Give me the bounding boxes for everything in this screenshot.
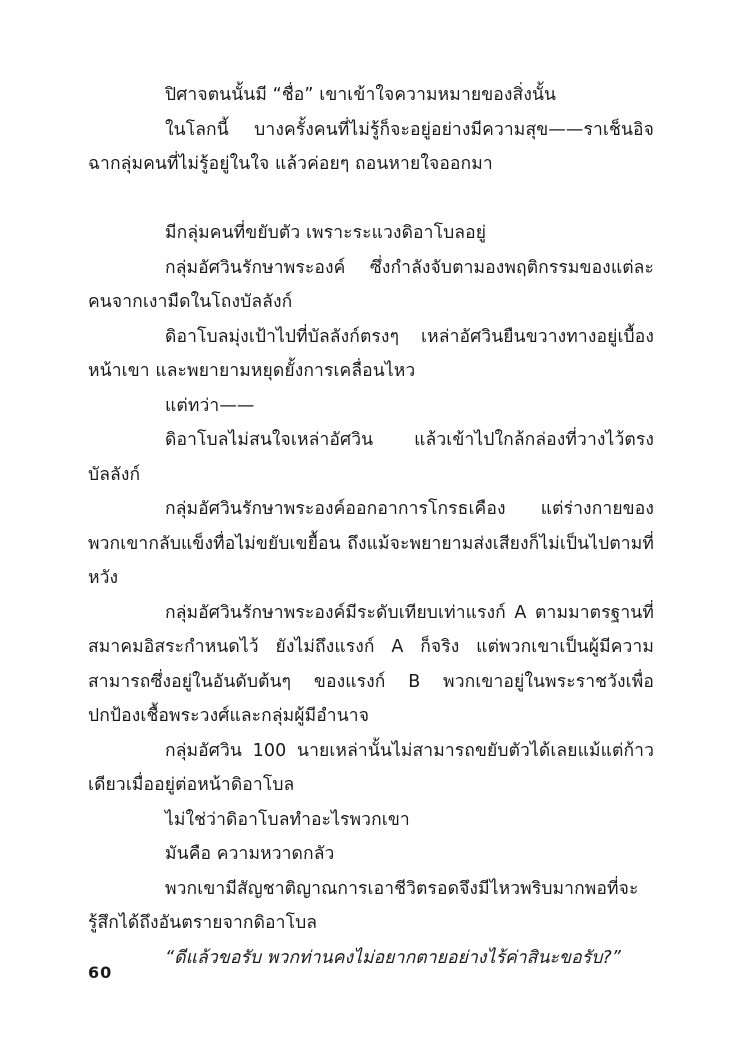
paragraph: แต่ทว่า—— (165, 395, 255, 416)
paragraph: กลุ่มอัศวินรักษาพระองค์มีระดับเทียบเท่าแรงก์ A ตามมาตรฐานที่สมาคมอิสระกำหนดไว้ ยังไม่ถึงแรงก์ A ก็จริง แต่พวกเขาเป็นผู้มีความสามารถซึ่งอยู่ในอันดับต้นๆ ของแรงก์ B พวกเขาอยู่ในพระราชวังเพื่อปกป้องเชื้อพระวงศ์และกลุ่มผู้มีอำนาจ (88, 602, 654, 726)
paragraph: กลุ่มอัศวินรักษาพระองค์ออกอาการโกรธเคือง แต่ร่างกายของพวกเขากลับแข็งทื่อไม่ขยับเขยื้อน ถึงแม้จะพยายามส่งเสียงก็ไม่เป็นไปตามที่หวัง (88, 499, 654, 588)
scene-break (88, 182, 654, 217)
page-number: 60 (88, 963, 113, 982)
paragraph: กลุ่มอัศวิน 100 นายเหล่านั้นไม่สามารถขยับตัวได้เลยแม้แต่ก้าวเดียวเมื่ออยู่ต่อหน้าดิอาโบล (88, 740, 654, 795)
paragraph: มีกลุ่มคนที่ขยับตัว เพราะระแวงดิอาโบลอยู่ (165, 223, 487, 243)
paragraph: ในโลกนี้ บางครั้งคนที่ไม่รู้ก็จะอยู่อย่างมีความสุข——ราเช็นอิจฉากลุ่มคนที่ไม่รู้อยู่ในใจ แล้วค่อยๆ ถอนหายใจออกมา (88, 119, 654, 174)
paragraph: พวกเขามีสัญชาติญาณการเอาชีวิตรอดจึงมีไหวพริบมากพอที่จะรู้สึกได้ถึงอันตรายจากดิอาโบล (88, 878, 639, 933)
paragraph: ไม่ใช่ว่าดิอาโบลทำอะไรพวกเขา (165, 809, 410, 830)
paragraph: มันคือ ความหวาดกลัว (165, 844, 335, 864)
paragraph: ดิอาโบลไม่สนใจเหล่าอัศวิน แล้วเข้าไปใกล้กล่องที่วางไว้ตรงบัลลังก์ (88, 430, 654, 485)
paragraph: ดิอาโบลมุ่งเป้าไปที่บัลลังก์ตรงๆ เหล่าอัศวินยืนขวางทางอยู่เบื้องหน้าเขา และพยายามหยุดยั้งการเคลื่อนไหว (88, 326, 654, 381)
paragraph: ปิศาจตนนั้นมี “ชื่อ” เขาเข้าใจความหมายของสิ่งนั้น (165, 85, 557, 105)
body-text (88, 78, 654, 975)
paragraph: กลุ่มอัศวินรักษาพระองค์ ซึ่งกำลังจับตามองพฤติกรรมของแต่ละคนจากเงามืดในโถงบัลลังก์ (88, 257, 654, 312)
dialogue-paragraph: “ดีแล้วขอรับ พวกท่านคงไม่อยากตายอย่างไร้ค่าสินะขอรับ?” (165, 947, 621, 968)
